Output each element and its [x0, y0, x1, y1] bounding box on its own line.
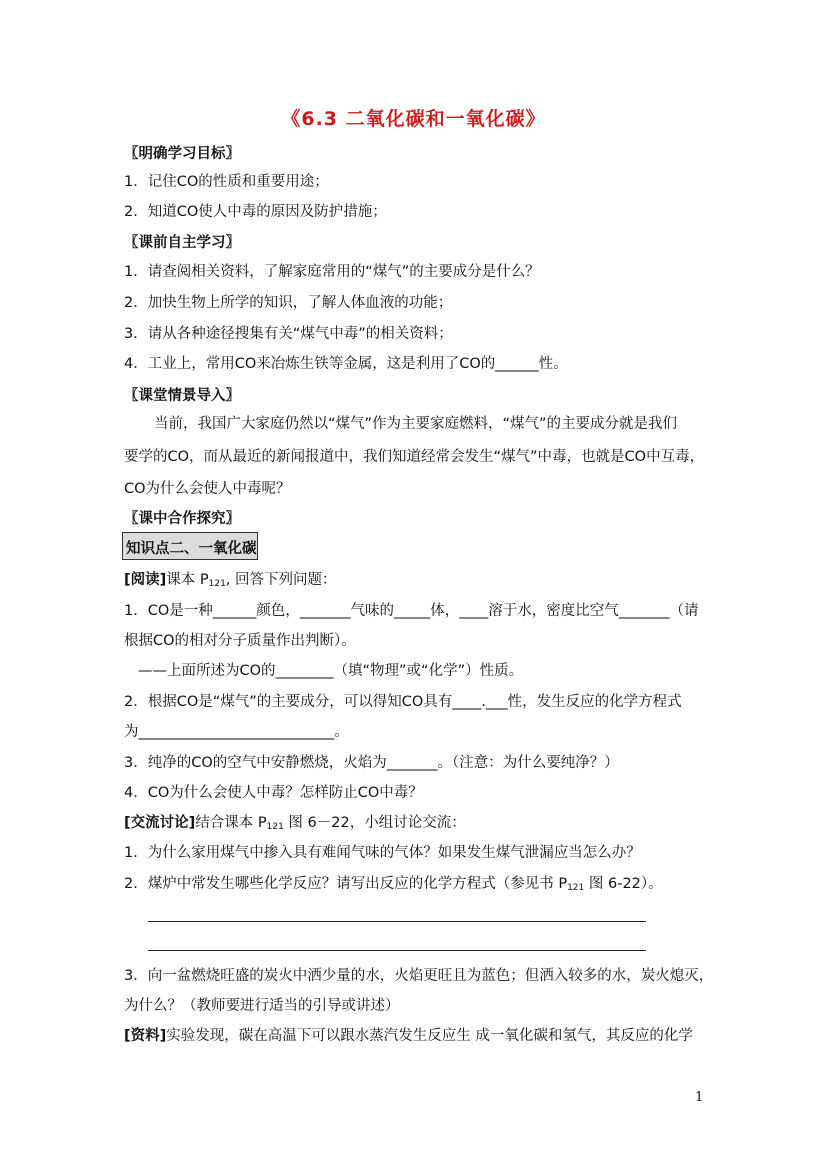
question-3: 3．纯净的CO的空气中安静燃烧，火焰为_______。（注意：为什么要纯净？）: [124, 755, 619, 771]
section-heading-objectives: 〖明确学习目标〗: [124, 146, 240, 162]
preview-item-4: 4．工业上，常用CO来冶炼生铁等金属，这是利用了CO的______性。: [124, 356, 568, 372]
material-text: 实验发现，碳在高温下可以跟水蒸汽发生反应生 成一氧化碳和氢气，其反应的化学: [166, 1028, 693, 1044]
preview-item-2: 2．加快生物上所学的知识，了解人体血液的功能；: [124, 295, 453, 311]
discussion-item-2-before: 2．煤炉中常发生哪些化学反应？请写出反应的化学方程式（参见书 P: [124, 876, 568, 892]
question-2-line-2: 为___________________________。: [124, 724, 349, 740]
discussion-item-2-sub: 121: [567, 883, 585, 893]
knowledge-point-title: 知识点二、一氧化碳: [126, 541, 257, 557]
question-1-line-1: 1．CO是一种______颜色，_______气味的_____体，____溶于水，密度比空气_______（请: [124, 603, 699, 619]
objective-item-1: 1．记住CO的性质和重要用途；: [124, 174, 329, 190]
reading-page-sub: 121: [208, 579, 226, 589]
question-1-line-2: 根据CO的相对分子质量作出判断）。: [124, 633, 356, 649]
answer-line-1: [148, 921, 646, 922]
discussion-item-2: [124, 874, 663, 898]
page-number: 1: [695, 1090, 704, 1105]
preview-item-3: 3．请从各种途径搜集有关“煤气中毒”的相关资料；: [124, 326, 453, 342]
discussion-item-3-line-2: 为什么？（教师要进行适当的引导或讲述）: [124, 998, 400, 1014]
intro-line-2: 要学的CO，而从最近的新闻报道中，我们知道经常会发生“煤气”中毒，也就是CO中互毒，: [124, 449, 705, 465]
material-paragraph: [124, 1026, 693, 1046]
section-heading-preview: 〖课前自主学习〗: [124, 235, 240, 251]
material-tag: [资料]: [124, 1028, 167, 1044]
objective-item-2: 2．知道CO使人中毒的原因及防护措施；: [124, 204, 387, 220]
intro-line-1: 当前，我国广大家庭仍然以“煤气”作为主要家庭燃料，“煤气”的主要成分就是我们: [154, 416, 678, 432]
question-1-line-3: ——上面所述为CO的________（填“物理”或“化学”）性质。: [138, 663, 524, 679]
reading-text-after: , 回答下列问题：: [225, 572, 337, 588]
discussion-page-sub: 121: [266, 822, 284, 832]
discussion-text-after: 图 6－22，小组讨论交流：: [283, 815, 466, 831]
question-2-line-1: 2．根据CO是“煤气”的主要成分，可以得知CO具有____.___性，发生反应的化学方程式: [124, 694, 682, 710]
preview-item-1: 1．请查阅相关资料，了解家庭常用的“煤气”的主要成分是什么？: [124, 264, 540, 280]
discussion-item-2-after: 图 6-22）。: [584, 876, 663, 892]
discussion-item-3-line-1: 3．向一盆燃烧旺盛的炭火中洒少量的水，火焰更旺且为蓝色；但洒入较多的水，炭火熄灭，: [124, 968, 714, 984]
reading-tag: [阅读]: [124, 572, 167, 588]
discussion-item-1: 1．为什么家用煤气中掺入具有难闻气味的气体？如果发生煤气泄漏应当怎么办？: [124, 845, 641, 861]
discussion-tag: [交流讨论]: [124, 815, 196, 831]
discussion-text-before: 结合课本 P: [195, 815, 267, 831]
section-heading-explore: 〖课中合作探究〗: [124, 511, 240, 527]
discussion-prompt: [124, 813, 466, 837]
question-4: 4．CO为什么会使人中毒？怎样防止CO中毒？: [124, 785, 423, 801]
reading-text-before: 课本 P: [166, 572, 209, 588]
reading-prompt: [124, 570, 337, 594]
section-heading-intro: 〖课堂情景导入〗: [124, 388, 240, 404]
answer-line-2: [148, 950, 646, 951]
intro-line-3: CO为什么会使人中毒呢？: [124, 481, 291, 497]
page-title: 《6.3 二氧化碳和一氧化碳》: [281, 108, 546, 130]
